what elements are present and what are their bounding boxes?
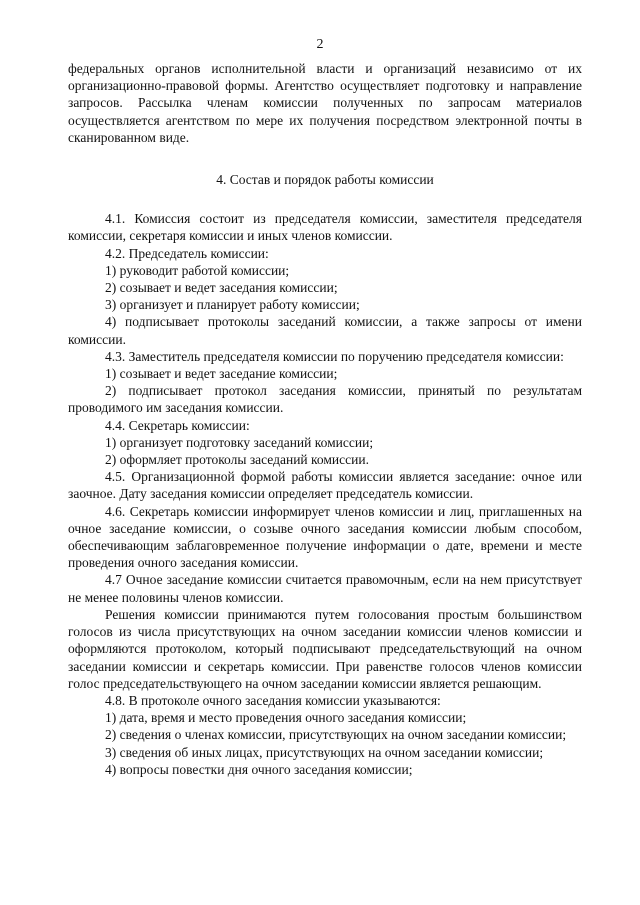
- paragraph: 4.6. Секретарь комиссии информирует членов комиссии и лиц, приглашенных на очное заседание комиссии, о созыве очного заседания комиссии любым способом, обеспечивающим заблаговременное получение информации о дате, времени и месте проведения очного заседания комиссии.: [68, 503, 582, 571]
- paragraph: 4.7 Очное заседание комиссии считается правомочным, если на нем присутствует не менее половины членов комиссии.: [68, 572, 582, 605]
- paragraph: 2) подписывает протокол заседания комиссии, принятый по результатам проводимого им заседания комиссии.: [68, 383, 582, 416]
- paragraph: 1) организует подготовку заседаний комиссии;: [105, 434, 374, 450]
- paragraph: 4.3. Заместитель председателя комиссии по поручению председателя комиссии:: [105, 348, 564, 364]
- paragraph: 4) вопросы повестки дня очного заседания комиссии;: [105, 761, 413, 777]
- document-body: [68, 60, 582, 778]
- paragraph: 3) сведения об иных лицах, присутствующих на очном заседании комиссии;: [105, 744, 544, 760]
- paragraph: 2) оформляет протоколы заседаний комиссии.: [105, 452, 369, 468]
- paragraph: 1) дата, время и место проведения очного заседания комиссии;: [105, 710, 467, 726]
- paragraph: 2) созывает и ведет заседания комиссии;: [105, 280, 338, 296]
- paragraph: Решения комиссии принимаются путем голосования простым большинством голосов из числа присутствующих на очном заседании комиссии членов комиссии и оформляются протоколом, который подписывают председательствующий на очном заседании комиссии и секретарь комиссии. При равенстве голосов членов комиссии голос председательствующего на очном заседании комиссии является решающим.: [68, 606, 582, 691]
- paragraph: 4.1. Комиссия состоит из председателя комиссии, заместителя председателя комиссии, секретаря комиссии и иных членов комиссии.: [68, 211, 582, 244]
- paragraph: 4.4. Секретарь комиссии:: [105, 417, 250, 433]
- paragraph: 4.5. Организационной формой работы комиссии является заседание: очное или заочное. Дату заседания комиссии определяет председатель комиссии.: [68, 469, 582, 502]
- page-number: 2: [316, 37, 324, 52]
- paragraph: 3) организует и планирует работу комиссии;: [105, 297, 360, 313]
- section-heading: 4. Состав и порядок работы комиссии: [216, 172, 434, 188]
- paragraph: федеральных органов исполнительной власти и организаций независимо от их организационно-правовой формы. Агентство осуществляет подготовку и направление запросов. Рассылка членам комиссии полученных по запросам материалов осуществляется агентством по мере их получения посредством электронной почты в сканированном виде.: [68, 61, 582, 145]
- paragraph: 1) руководит работой комиссии;: [105, 262, 290, 278]
- paragraph: 4) подписывает протоколы заседаний комиссии, а также запросы от имени комиссии.: [68, 314, 582, 347]
- paragraph: 4.8. В протоколе очного заседания комиссии указываются:: [105, 692, 441, 708]
- paragraph: 2) сведения о членах комиссии, присутствующих на очном заседании комиссии;: [105, 727, 567, 743]
- paragraph: 1) созывает и ведет заседание комиссии;: [105, 366, 338, 382]
- paragraph: 4.2. Председатель комиссии:: [105, 245, 269, 261]
